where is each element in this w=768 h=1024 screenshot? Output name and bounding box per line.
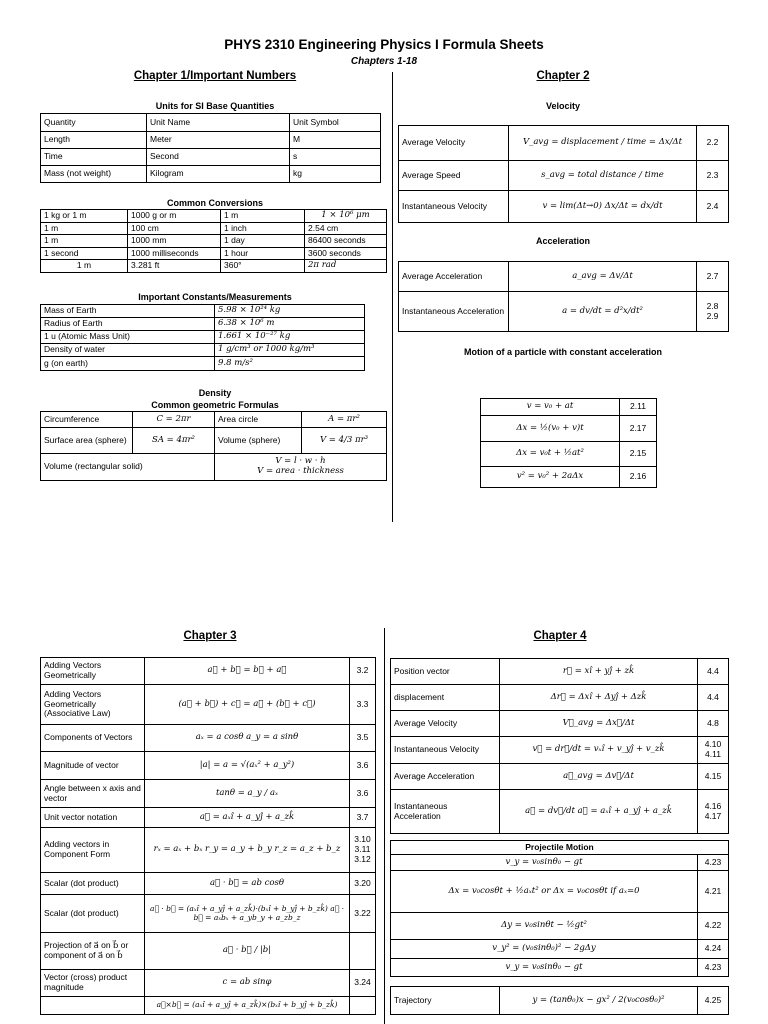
table-cell: 4.23: [698, 855, 729, 871]
table-row: [391, 855, 729, 871]
table-cell: a⃗_avg = Δv⃗/Δt: [500, 764, 698, 790]
table-cell: 2.16: [620, 467, 657, 488]
table-cell: 1000 milliseconds: [128, 248, 221, 260]
table-row: [481, 467, 657, 488]
table-cell: 1.661 × 10⁻²⁷ kg: [215, 331, 365, 344]
table-row: [41, 752, 376, 780]
table-row: [41, 412, 387, 428]
table-cell: 4.21: [698, 871, 729, 913]
table-row: [391, 764, 729, 790]
table-cell: kg: [290, 166, 381, 183]
table-cell: Meter: [147, 132, 290, 149]
table-row: [41, 166, 381, 183]
table-row: [41, 305, 365, 318]
table-cell: Adding Vectors Geometrically (Associative Law): [41, 685, 145, 725]
table-cell: Magnitude of vector: [41, 752, 145, 780]
table-row: [41, 780, 376, 808]
table-row: [41, 873, 376, 895]
table-row: [391, 987, 729, 1015]
table-cell: 3.24: [350, 970, 376, 997]
table-cell: Components of Vectors: [41, 725, 145, 752]
table-cell: Vector (cross) product magnitude: [41, 970, 145, 997]
table-cell: 4.23: [698, 959, 729, 977]
table-cell: 1 g/cm³ or 1000 kg/m³: [215, 344, 365, 357]
table-row: [41, 357, 365, 371]
chapter-3-heading: Chapter 3: [183, 630, 237, 642]
table-cell: Mass of Earth: [41, 305, 215, 318]
table-cell: 5.98 × 10²⁴ kg: [215, 305, 365, 318]
table-cell: M: [290, 132, 381, 149]
table-cell: v = v₀ + at: [481, 399, 620, 416]
table-cell: Δr⃗ = Δxî + Δyĵ + Δzk̂: [500, 685, 698, 711]
table-cell: 3.5: [350, 725, 376, 752]
table-cell: Instantaneous Acceleration: [391, 790, 500, 834]
table-row: [41, 658, 376, 685]
table-cell: rₓ = aₓ + bₓ r_y = a_y + b_y r_z = a_z + b_z: [145, 828, 350, 873]
table-cell: V = 4/3 πr³: [302, 428, 387, 454]
table-cell: 2.11: [620, 399, 657, 416]
table-cell: v⃗ = dr⃗/dt = vₓî + v_yĵ + v_zk̂: [500, 737, 698, 764]
table-cell: 4.22: [698, 913, 729, 940]
table-row: [399, 262, 729, 292]
table-cell: 3.3: [350, 685, 376, 725]
table-cell: Instantaneous Acceleration: [399, 292, 509, 332]
chapter-4-heading: Chapter 4: [533, 630, 587, 642]
table-row: [399, 126, 729, 161]
table-cell: 1 m: [41, 235, 128, 248]
table-row: [41, 428, 387, 454]
table-cell: A = πr²: [302, 412, 387, 428]
table-cell: 1 × 10⁶ μm: [305, 210, 387, 223]
table-cell: Mass (not weight): [41, 166, 147, 183]
table-row: [41, 344, 365, 357]
projectile-motion-title: Projectile Motion: [391, 841, 729, 855]
table-row: [391, 959, 729, 977]
table-cell: 2.8 2.9: [697, 292, 729, 332]
table-cell: 4.16 4.17: [698, 790, 729, 834]
table-cell: a⃗ = aₓî + a_yĵ + a_zk̂: [145, 808, 350, 828]
table-cell: V⃗_avg = Δx⃗/Δt: [500, 711, 698, 737]
table-row: [41, 828, 376, 873]
table-cell: 1 day: [221, 235, 305, 248]
table-cell: Instantaneous Velocity: [399, 191, 509, 223]
table-cell: 4.4: [698, 685, 729, 711]
table-row: [399, 161, 729, 191]
table-cell: a_avg = Δv/Δt: [509, 262, 697, 292]
si-units-table: [40, 113, 381, 183]
table-row: [41, 454, 387, 481]
table-cell: v_y = v₀sinθ₀ − gt: [391, 855, 698, 871]
table-row: [41, 132, 381, 149]
table-row: [41, 318, 365, 331]
table-cell: Radius of Earth: [41, 318, 215, 331]
table-cell: a⃗ = dv⃗/dt a⃗ = aₓî + a_yĵ + a_zk̂: [500, 790, 698, 834]
table-cell: Kilogram: [147, 166, 290, 183]
table-cell: Trajectory: [391, 987, 500, 1015]
projectile-motion-table: [390, 840, 729, 977]
formula-text: V = area · thickness: [257, 466, 344, 476]
table-cell: Density of water: [41, 344, 215, 357]
table-cell: a⃗×b⃗ = (aₓî + a_yĵ + a_zk̂)×(bₓî + b_yĵ + b_zk̂): [145, 997, 350, 1015]
table-row: [41, 933, 376, 970]
table-row: [481, 399, 657, 416]
table-row: [391, 841, 729, 855]
table-cell: 3.22: [350, 895, 376, 933]
table-cell: Δy = v₀sinθt − ½gt²: [391, 913, 698, 940]
table-cell: 2.2: [697, 126, 729, 161]
page-subtitle: Chapters 1-18: [350, 56, 418, 67]
constant-acceleration-title: Motion of a particle with constant acceleration: [463, 347, 663, 357]
trajectory-table: [390, 986, 729, 1015]
table-cell: Instantaneous Velocity: [391, 737, 500, 764]
table-cell: Second: [147, 149, 290, 166]
table-row: [41, 114, 381, 132]
table-cell: 3.281 ft: [128, 260, 221, 273]
conversions-title: Common Conversions: [166, 198, 263, 208]
table-cell: Position vector: [391, 659, 500, 685]
table-cell: Average Acceleration: [391, 764, 500, 790]
table-row: [481, 442, 657, 467]
table-cell: y = (tanθ₀)x − gx² / 2(v₀cosθ₀)²: [500, 987, 698, 1015]
table-cell: 2π rad: [305, 260, 387, 273]
table-cell: Projection of a⃗ on b⃗ or component of a⃗ on b⃗: [41, 933, 145, 970]
column-divider-bottom: [384, 628, 385, 1024]
table-row: [41, 331, 365, 344]
table-cell: 1 kg or 1 m: [41, 210, 128, 223]
table-cell: (a⃗ + b⃗) + c⃗ = a⃗ + (b⃗ + c⃗): [145, 685, 350, 725]
table-cell: Scalar (dot product): [41, 873, 145, 895]
table-cell: [350, 997, 376, 1015]
formula-text: V = l · w · h: [275, 456, 326, 467]
table-cell: [41, 997, 145, 1015]
table-cell: |a| = a = √(aₓ² + a_y²): [145, 752, 350, 780]
table-cell: 3.2: [350, 658, 376, 685]
table-cell: r⃗ = xî + yĵ + zk̂: [500, 659, 698, 685]
table-cell: a⃗ + b⃗ = b⃗ + a⃗: [145, 658, 350, 685]
table-cell: 2.54 cm: [305, 223, 387, 235]
table-row: [41, 235, 387, 248]
table-cell: a⃗ · b⃗ / |b|: [145, 933, 350, 970]
table-cell: Circumference: [41, 412, 133, 428]
table-cell: 1 hour: [221, 248, 305, 260]
table-cell: Surface area (sphere): [41, 428, 133, 454]
velocity-title: Velocity: [545, 101, 581, 111]
table-cell: 6.38 × 10⁶ m: [215, 318, 365, 331]
table-cell: 1 m: [41, 260, 128, 273]
table-cell: 3.7: [350, 808, 376, 828]
table-row: [41, 685, 376, 725]
table-cell: 2.3: [697, 161, 729, 191]
table-row: [391, 685, 729, 711]
table-cell: SA = 4πr²: [133, 428, 215, 454]
table-cell: Quantity: [41, 114, 147, 132]
table-cell: 2.7: [697, 262, 729, 292]
table-row: [391, 659, 729, 685]
table-row: [391, 711, 729, 737]
chapter-2-heading: Chapter 2: [536, 70, 590, 82]
table-row: [391, 940, 729, 959]
table-cell: 4.25: [698, 987, 729, 1015]
table-cell: V_avg = displacement / time = Δx/Δt: [509, 126, 697, 161]
table-row: [481, 416, 657, 442]
table-row: [391, 737, 729, 764]
table-cell: 3.6: [350, 752, 376, 780]
table-cell: Unit vector notation: [41, 808, 145, 828]
table-cell: 3.6: [350, 780, 376, 808]
geometric-formulas-title: Common geometric Formulas: [151, 400, 279, 410]
table-cell: 1 m: [221, 210, 305, 223]
constants-table: [40, 304, 365, 371]
constant-acceleration-table: [480, 398, 657, 488]
table-cell: a⃗ · b⃗ = ab cosθ: [145, 873, 350, 895]
chapter-4-table: [390, 658, 729, 834]
table-cell: Average Velocity: [399, 126, 509, 161]
table-cell: 1 second: [41, 248, 128, 260]
table-cell: Adding Vectors Geometrically: [41, 658, 145, 685]
table-cell: 360°: [221, 260, 305, 273]
table-row: [399, 292, 729, 332]
table-cell: Average Velocity: [391, 711, 500, 737]
table-row: [391, 790, 729, 834]
table-cell: Area circle: [215, 412, 302, 428]
table-cell: 3600 seconds: [305, 248, 387, 260]
table-cell: a = dv/dt = d²x/dt²: [509, 292, 697, 332]
table-cell: a⃗ · b⃗ = (aₓî + a_yĵ + a_zk̂)·(bₓî + b_yĵ + b_zk̂) a⃗ · b⃗ = aₓbₓ + a_yb_y + a_zb_z: [145, 895, 350, 933]
table-row: [391, 913, 729, 940]
table-cell: s: [290, 149, 381, 166]
table-cell: v = lim(Δt→0) Δx/Δt = dx/dt: [509, 191, 697, 223]
table-cell: Time: [41, 149, 147, 166]
table-cell: g (on earth): [41, 357, 215, 371]
table-cell: 3.10 3.11 3.12: [350, 828, 376, 873]
chapter-1-heading: Chapter 1/Important Numbers: [133, 70, 297, 82]
table-row: [41, 248, 387, 260]
density-title: Density: [198, 388, 232, 398]
table-cell: v² = v₀² + 2aΔx: [481, 467, 620, 488]
table-cell: 3.20: [350, 873, 376, 895]
table-row: [41, 808, 376, 828]
table-cell: Adding vectors in Component Form: [41, 828, 145, 873]
table-cell: C = 2πr: [133, 412, 215, 428]
conversions-table: [40, 209, 387, 273]
table-cell: 9.8 m/s²: [215, 357, 365, 371]
table-cell: 2.17: [620, 416, 657, 442]
table-row: [41, 997, 376, 1015]
table-cell: 4.8: [698, 711, 729, 737]
table-row: [41, 970, 376, 997]
table-cell: 1 m: [41, 223, 128, 235]
table-cell: 1 u (Atomic Mass Unit): [41, 331, 215, 344]
table-cell: Δx = v₀t + ½at²: [481, 442, 620, 467]
table-row: [399, 191, 729, 223]
table-cell: 4.10 4.11: [698, 737, 729, 764]
acceleration-table: [398, 261, 729, 332]
table-cell: 1000 g or m: [128, 210, 221, 223]
table-cell: aₓ = a cosθ a_y = a sinθ: [145, 725, 350, 752]
table-cell: 4.15: [698, 764, 729, 790]
table-cell: s_avg = total distance / time: [509, 161, 697, 191]
table-row: [41, 210, 387, 223]
table-cell: Volume (sphere): [215, 428, 302, 454]
table-cell: Scalar (dot product): [41, 895, 145, 933]
table-cell: [350, 933, 376, 970]
velocity-table: [398, 125, 729, 223]
table-cell: Δx = v₀cosθt + ½aₓt² or Δx = v₀cosθt if aₓ=0: [391, 871, 698, 913]
geometric-formulas-table: [40, 411, 387, 481]
table-cell: Δx = ½(v₀ + v)t: [481, 416, 620, 442]
table-cell: Average Acceleration: [399, 262, 509, 292]
table-row: [41, 895, 376, 933]
table-cell: Length: [41, 132, 147, 149]
table-row: [41, 260, 387, 273]
table-cell: 2.4: [697, 191, 729, 223]
constants-title: Important Constants/Measurements: [138, 292, 292, 302]
table-row: [41, 149, 381, 166]
table-cell: tanθ = a_y / aₓ: [145, 780, 350, 808]
table-cell: Unit Symbol: [290, 114, 381, 132]
table-cell: c = ab sinφ: [145, 970, 350, 997]
table-cell: Angle between x axis and vector: [41, 780, 145, 808]
table-cell: 2.15: [620, 442, 657, 467]
table-cell: displacement: [391, 685, 500, 711]
table-cell: v_y = v₀sinθ₀ − gt: [391, 959, 698, 977]
table-cell: 1 inch: [221, 223, 305, 235]
table-cell: 4.24: [698, 940, 729, 959]
table-cell: v_y² = (v₀sinθ₀)² − 2gΔy: [391, 940, 698, 959]
table-cell: 100 cm: [128, 223, 221, 235]
chapter-3-table: [40, 657, 376, 1015]
table-row: [41, 725, 376, 752]
table-cell: 1000 mm: [128, 235, 221, 248]
table-cell: Average Speed: [399, 161, 509, 191]
table-cell: 4.4: [698, 659, 729, 685]
table-cell: Volume (rectangular solid): [41, 454, 215, 481]
table-cell: Unit Name: [147, 114, 290, 132]
column-divider-top: [392, 72, 393, 522]
si-units-title: Units for SI Base Quantities: [155, 101, 275, 111]
table-row: [41, 223, 387, 235]
acceleration-title: Acceleration: [535, 236, 591, 246]
table-cell: [215, 454, 387, 481]
page-title: PHYS 2310 Engineering Physics I Formula Sheets: [224, 37, 544, 52]
table-row: [391, 871, 729, 913]
table-cell: 86400 seconds: [305, 235, 387, 248]
